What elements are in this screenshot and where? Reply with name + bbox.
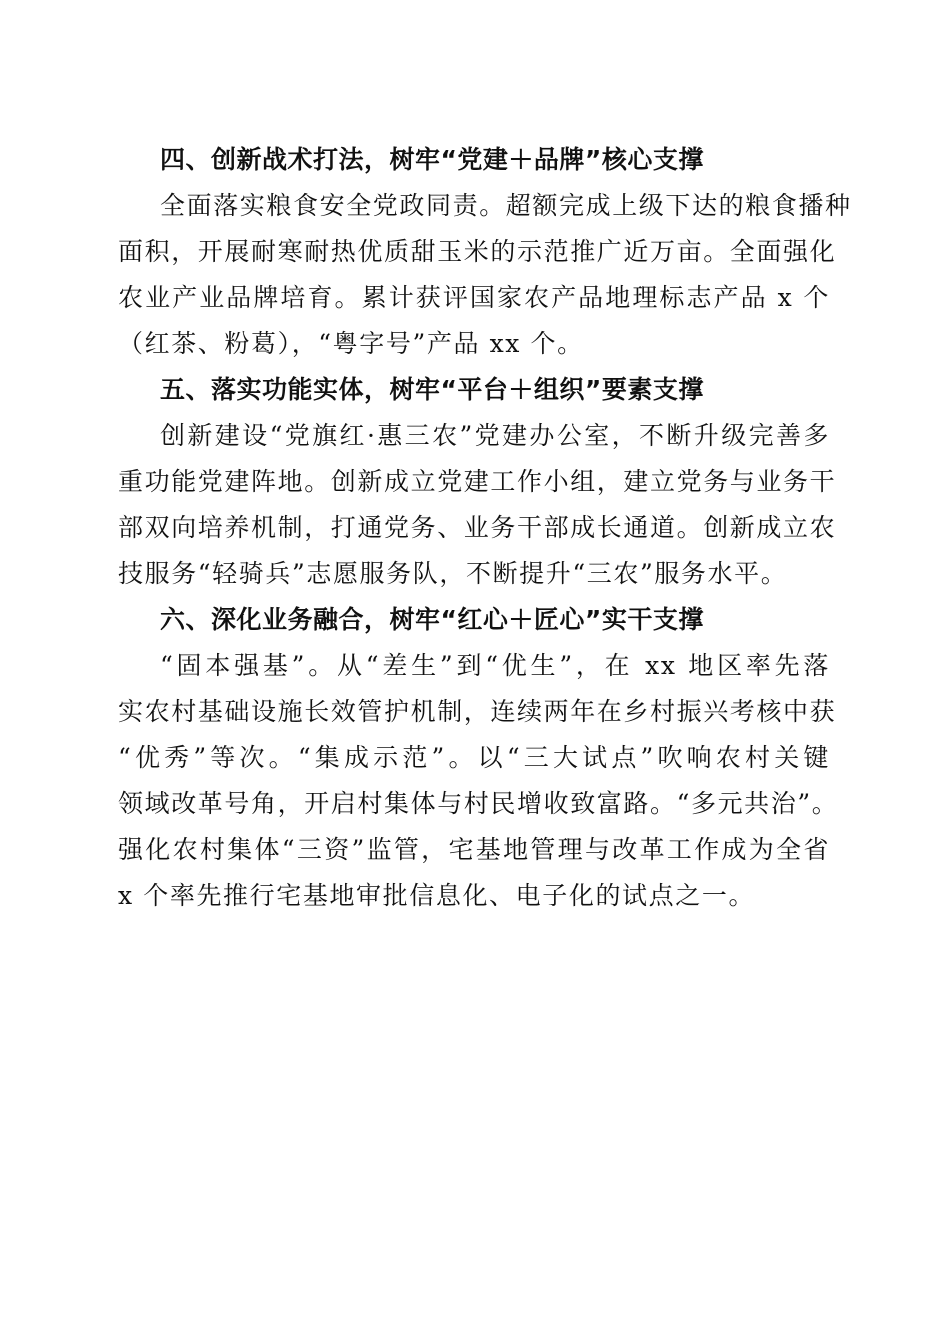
section-heading — [118, 597, 830, 643]
heading-text: 四、创新战术打法，树牢“党建＋品牌”核心支撑 — [160, 145, 704, 174]
paragraph-line: “优秀”等次。“集成示范”。以“三大试点”吹响农村关键 — [118, 743, 830, 772]
section-6 — [118, 597, 839, 919]
heading-text: 五、落实功能实体，树牢“平台＋组织”要素支撑 — [160, 375, 704, 404]
heading-text: 六、深化业务融合，树牢“红心＋匠心”实干支撑 — [160, 605, 704, 634]
paragraph-line: x 个率先推行宅基地审批信息化、电子化的试点之一。 — [118, 881, 756, 910]
section-heading — [118, 367, 830, 413]
paragraph-line: 全面落实粮食安全党政同责。超额完成上级下达的粮食播种 — [160, 191, 852, 220]
document-body — [118, 137, 852, 919]
paragraph-line: “固本强基”。从“差生”到“优生”，在 xx 地区率先落 — [160, 651, 830, 680]
paragraph-line: （红茶、粉葛），“粤字号”产品 xx 个。 — [118, 329, 584, 358]
paragraph-line: 领域改革号角，开启村集体与村民增收致富路。“多元共治”。 — [118, 789, 839, 818]
paragraph-line: 技服务“轻骑兵”志愿服务队，不断提升“三农”服务水平。 — [118, 559, 788, 588]
section-5 — [118, 367, 837, 597]
section-paragraph — [118, 183, 852, 367]
paragraph-line: 部双向培养机制，打通党务、业务干部成长通道。创新成立农 — [118, 513, 837, 542]
section-paragraph — [118, 643, 839, 919]
paragraph-line: 强化农村集体“三资”监管，宅基地管理与改革工作成为全省 — [118, 835, 830, 864]
paragraph-line: 面积，开展耐寒耐热优质甜玉米的示范推广近万亩。全面强化 — [118, 237, 837, 266]
section-4 — [118, 137, 852, 367]
paragraph-line: 重功能党建阵地。创新成立党建工作小组，建立党务与业务干 — [118, 467, 837, 496]
paragraph-line: 实农村基础设施长效管护机制，连续两年在乡村振兴考核中获 — [118, 697, 837, 726]
paragraph-line: 农业产业品牌培育。累计获评国家农产品地理标志产品 x 个 — [118, 283, 830, 312]
section-heading — [118, 137, 830, 183]
paragraph-line: 创新建设“党旗红·惠三农”党建办公室，不断升级完善多 — [160, 421, 830, 450]
section-paragraph — [118, 413, 837, 597]
